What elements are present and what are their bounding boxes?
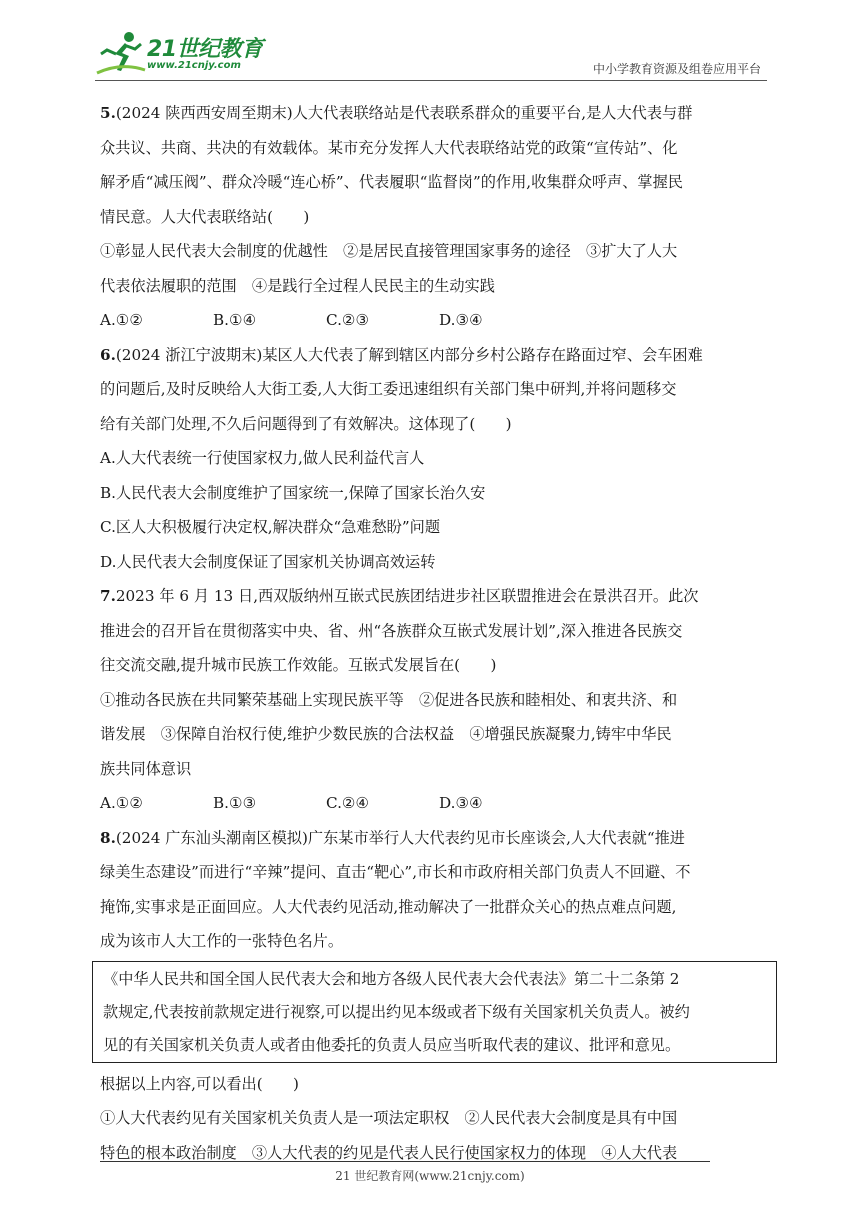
- q7-statement: ①推动各民族在共同繁荣基础上实现民族平等 ②促进各民族和睦相处、和衷共济、和: [100, 690, 678, 709]
- q5-option-d[interactable]: D.③④: [439, 311, 483, 329]
- q5-option-b[interactable]: B.①④: [213, 311, 257, 329]
- q6-line: 的问题后,及时反映给人大街工委,人大街工委迅速组织有关部门集中研判,并将问题移交: [100, 380, 677, 398]
- page-footer: 21 世纪教育网(www.21cnjy.com): [335, 1169, 525, 1183]
- law-excerpt-line: 见的有关国家机关负责人或者由他委托的负责人员应当听取代表的建议、批评和意见。: [103, 1035, 681, 1054]
- q6-option-c[interactable]: C.区人大积极履行决定权,解决群众“急难愁盼”问题: [100, 518, 441, 536]
- law-excerpt-box: [92, 961, 777, 1063]
- page-header: [95, 30, 767, 82]
- q6-line: 6.(2024 浙江宁波期末)某区人大代表了解到辖区内部分乡村公路存在路面过窄、会车困难: [100, 345, 703, 364]
- q6-number: 6.: [100, 345, 116, 364]
- q8-line: 掩饰,实事求是正面回应。人大代表约见活动,推动解决了一批群众关心的热点难点问题,: [100, 897, 677, 916]
- runner-logo-icon: [95, 30, 147, 76]
- q5-line: 众共议、共商、共决的有效载体。某市充分发挥人大代表联络站党的政策“宣传站”、化: [100, 138, 678, 157]
- footer-divider: [100, 1161, 710, 1162]
- q8-line: 8.(2024 广东汕头潮南区模拟)广东某市举行人大代表约见市长座谈会,人大代表就“推进: [100, 828, 685, 847]
- header-divider: [95, 80, 767, 81]
- q7-number: 7.: [100, 587, 116, 605]
- q8-statement: ①人大代表约见有关国家机关负责人是一项法定职权 ②人民代表大会制度是具有中国: [100, 1109, 678, 1127]
- q5-number: 5.: [100, 104, 116, 122]
- q7-line: 7.2023 年 6 月 13 日,西双版纳州互嵌式民族团结进步社区联盟推进会在景洪召开。此次: [100, 587, 699, 605]
- q5-options: [100, 307, 766, 333]
- q7-line: 往交流交融,提升城市民族工作效能。互嵌式发展旨在( ): [100, 656, 497, 674]
- q8-statement: 特色的根本政治制度 ③人大代表的约见是代表人民行使国家权力的体现 ④人大代表: [100, 1143, 678, 1162]
- q8-number: 8.: [100, 828, 116, 847]
- q6-option-d[interactable]: D.人民代表大会制度保证了国家机关协调高效运转: [100, 552, 436, 571]
- q6-option-b[interactable]: B.人民代表大会制度维护了国家统一,保障了国家长治久安: [100, 483, 486, 502]
- q5-line: 情民意。人大代表联络站( ): [100, 207, 310, 226]
- question-content: [100, 100, 766, 1174]
- q6-line: 给有关部门处理,不久后问题得到了有效解决。这体现了( ): [100, 414, 512, 433]
- q5-line: 解矛盾“减压阀”、群众冷暖“连心桥”、代表履职“监督岗”的作用,收集群众呼声、掌握民: [100, 173, 683, 191]
- q7-option-c[interactable]: C.②④: [326, 794, 370, 812]
- q7-option-a[interactable]: A.①②: [100, 794, 144, 812]
- q8-line: 绿美生态建设”而进行“辛辣”提问、直击“靶心”,市长和市政府相关部门负责人不回避、不: [100, 863, 691, 881]
- q7-line: 推进会的召开旨在贯彻落实中央、省、州“各族群众互嵌式发展计划”,深入推进各民族交: [100, 621, 683, 640]
- logo-url: www.21cnjy.com: [147, 60, 241, 71]
- law-excerpt-line: 款规定,代表按前款规定进行视察,可以提出约见本级或者下级有关国家机关负责人。被约: [103, 1002, 690, 1021]
- law-excerpt-line: 《中华人民共和国全国人民代表大会和地方各级人民代表大会代表法》第二十二条第 2: [103, 969, 680, 988]
- q7-options: [100, 790, 766, 816]
- logo: [95, 30, 265, 78]
- q7-option-d[interactable]: D.③④: [439, 794, 483, 812]
- platform-name: 中小学教育资源及组卷应用平台: [592, 62, 761, 76]
- logo-text: 21世纪教育: [147, 37, 263, 62]
- q5-option-a[interactable]: A.①②: [100, 311, 144, 329]
- q5-statement: 代表依法履职的范围 ④是践行全过程人民民主的生动实践: [100, 276, 495, 295]
- q5-line: 5.(2024 陕西西安周至期末)人大代表联络站是代表联系群众的重要平台,是人大代表与群: [100, 104, 693, 122]
- q8-prompt: 根据以上内容,可以看出( ): [100, 1074, 299, 1093]
- q8-line: 成为该市人大工作的一张特色名片。: [100, 932, 343, 950]
- q5-statement: ①彰显人民代表大会制度的优越性 ②是居民直接管理国家事务的途径 ③扩大了人大: [100, 242, 678, 260]
- q6-option-a[interactable]: A.人大代表统一行使国家权力,做人民利益代言人: [100, 449, 425, 467]
- q7-statement: 谐发展 ③保障自治权行使,维护少数民族的合法权益 ④增强民族凝聚力,铸牢中华民: [100, 725, 672, 743]
- q7-statement: 族共同体意识: [100, 759, 192, 778]
- q7-option-b[interactable]: B.①③: [213, 794, 257, 812]
- q5-option-c[interactable]: C.②③: [326, 311, 370, 329]
